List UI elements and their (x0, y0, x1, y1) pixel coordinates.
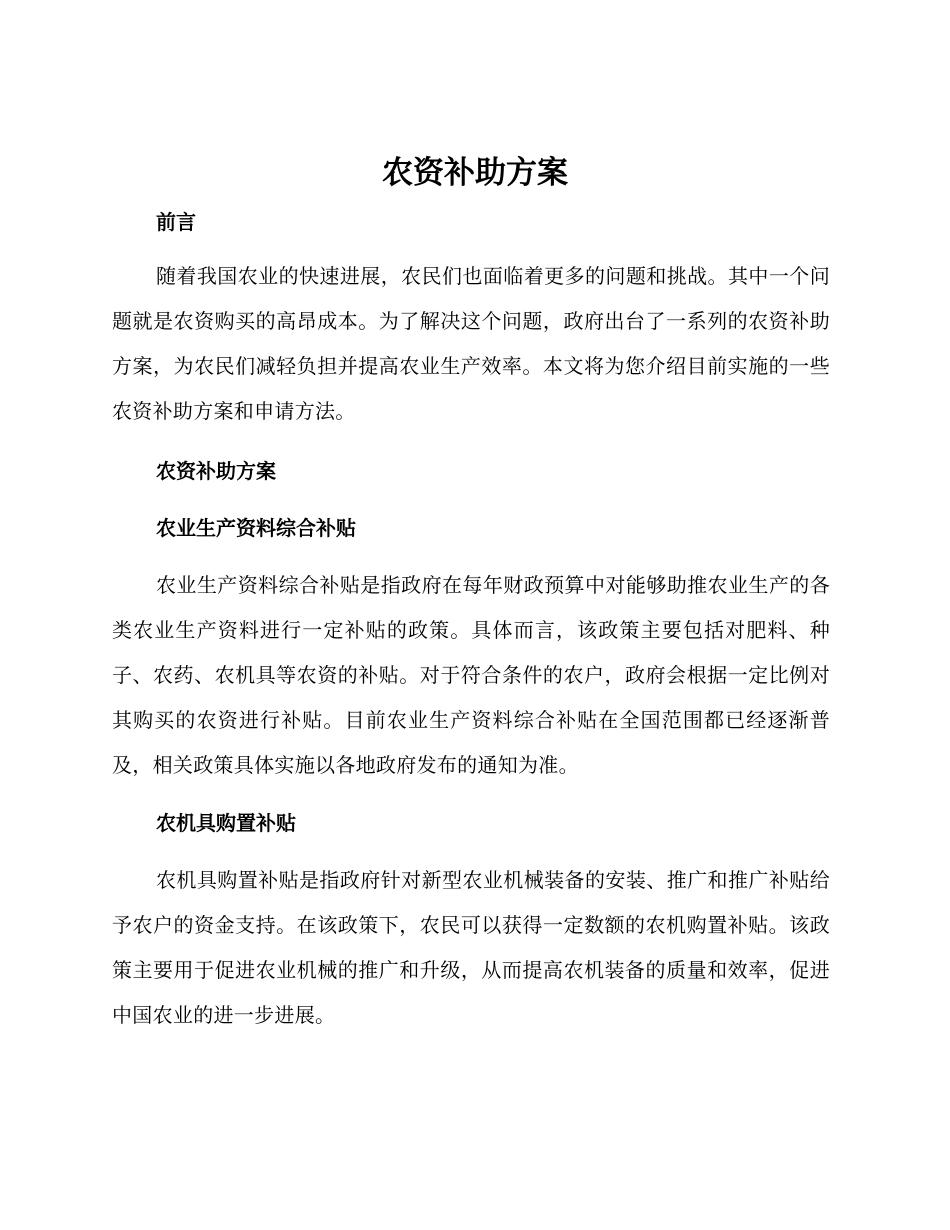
preface-paragraph: 随着我国农业的快速进展，农民们也面临着更多的问题和挑战。其中一个问题就是农资购买的高昂成本。为了解决这个问题，政府出台了一系列的农资补助方案，为农民们减轻负担并提高农业生产效率。本文将为您介绍目前实施的一些农资补助方案和申请方法。 (112, 264, 830, 423)
subsidy-machinery-paragraph: 农机具购置补贴是指政府针对新型农业机械装备的安装、推广和推广补贴给予农户的资金支持。在该政策下，农民可以获得一定数额的农机购置补贴。该政策主要用于促进农业机械的推广和升级，从而提高农机装备的质量和效率，促进中国农业的进一步进展。 (112, 868, 830, 1027)
preface-heading: 前言 (156, 210, 196, 234)
subsidy-production-materials-heading: 农业生产资料综合补贴 (156, 516, 356, 540)
subsidy-machinery-heading: 农机具购置补贴 (156, 811, 296, 835)
document-title: 农资补助方案 (382, 155, 568, 191)
subsidy-production-materials-paragraph: 农业生产资料综合补贴是指政府在每年财政预算中对能够助推农业生产的各类农业生产资料进行一定补贴的政策。具体而言，该政策主要包括对肥料、种子、农药、农机具等农资的补贴。对于符合条件的农户，政府会根据一定比例对其购买的农资进行补贴。目前农业生产资料综合补贴在全国范围都已经逐渐普及，相关政策具体实施以各地政府发布的通知为准。 (112, 573, 830, 777)
scheme-heading: 农资补助方案 (156, 459, 276, 483)
